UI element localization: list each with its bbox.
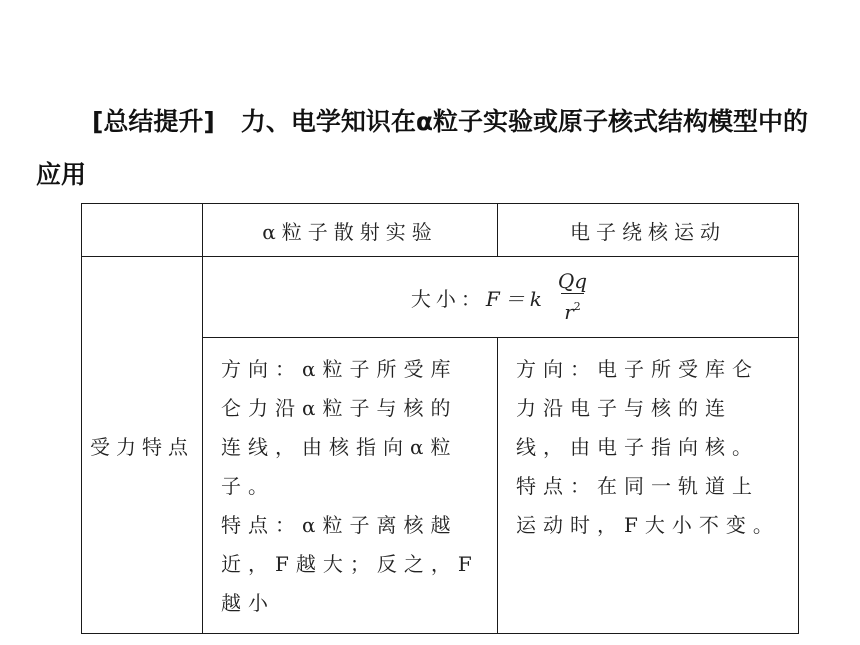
alpha-feature-text: 特点：α粒子离核越近，F越大；反之，F越小 (221, 513, 479, 615)
alpha-details-cell (203, 338, 498, 634)
heading-text: 力、电学知识在α粒子实验或原子核式结构模型中的应用 (36, 107, 809, 189)
formula-denominator (561, 293, 584, 325)
formula-denominator-base: r (564, 300, 574, 324)
table-header-row (82, 204, 799, 257)
formula-fraction (555, 269, 590, 325)
formula-lhs: F＝k (485, 286, 547, 311)
coulomb-formula (203, 269, 798, 325)
electron-feature-text: 特点：在同一轨道上运动时，F大小不变。 (516, 474, 780, 537)
header-alpha-scattering: α粒子散射实验 (203, 204, 498, 257)
section-heading (36, 95, 826, 201)
magnitude-prefix: 大小： (410, 286, 486, 311)
magnitude-row (82, 257, 799, 338)
alpha-direction-text: 方向：α粒子所受库仑力沿α粒子与核的连线，由核指向α粒子。 (221, 357, 458, 498)
row-label-force: 受力特点 (82, 257, 203, 634)
header-electron-orbit: 电子绕核运动 (498, 204, 799, 257)
electron-details-cell (498, 338, 799, 634)
magnitude-cell (203, 257, 799, 338)
comparison-table (81, 203, 799, 634)
corner-cell (82, 204, 203, 257)
formula-exponent: 2 (573, 300, 581, 313)
summary-tag: [总结提升] (92, 107, 215, 136)
formula-numerator: Qq (557, 269, 588, 293)
electron-direction-text: 方向：电子所受库仑力沿电子与核的连线，由电子指向核。 (516, 357, 759, 459)
